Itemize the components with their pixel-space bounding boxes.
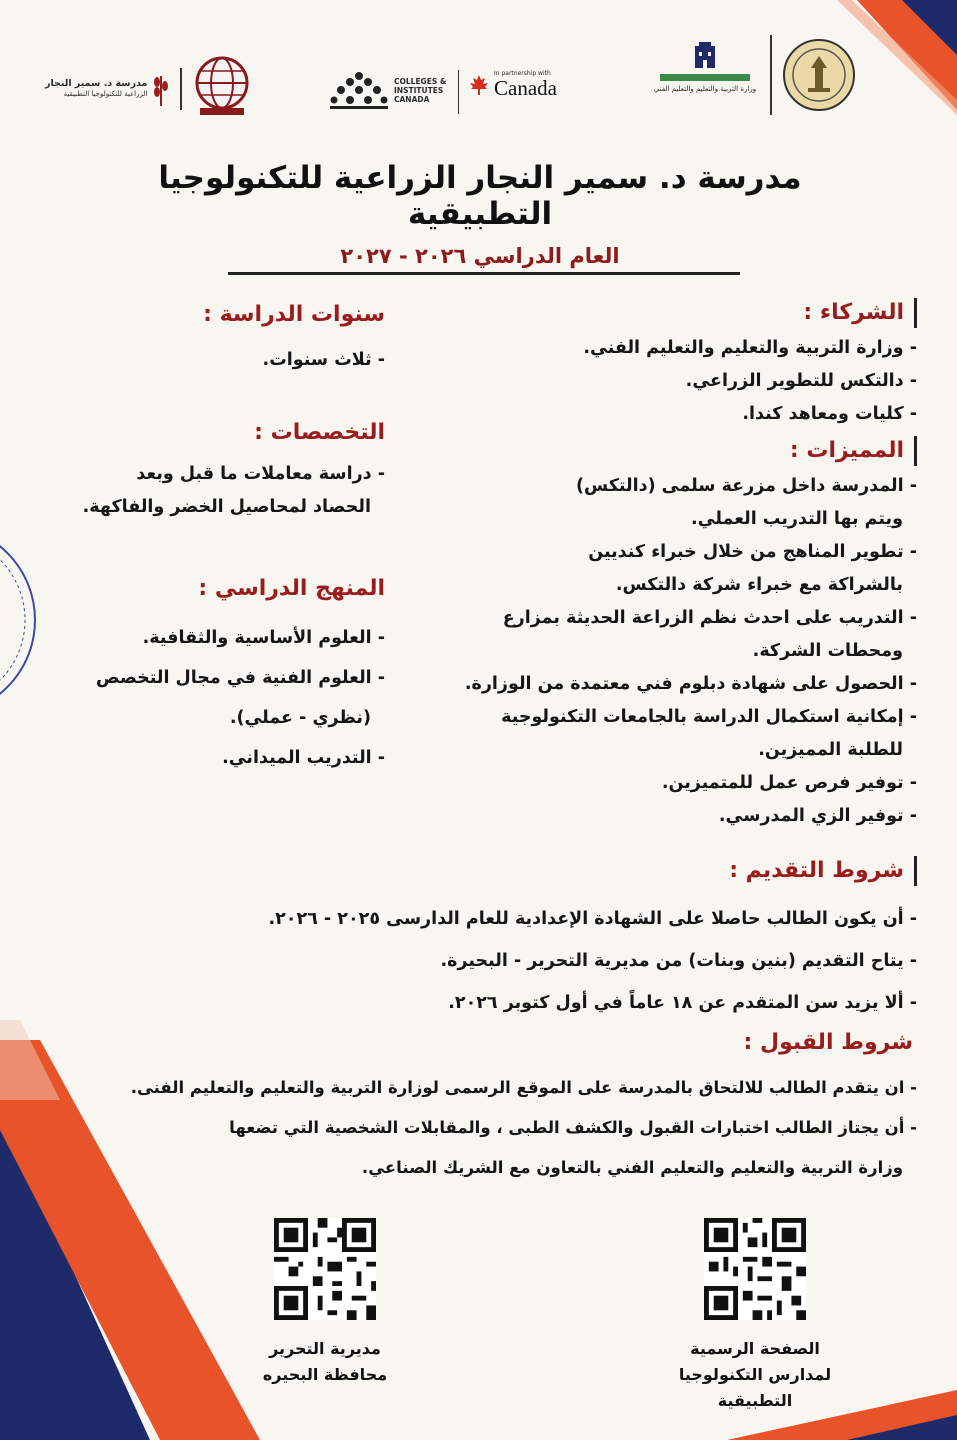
list-item: - وزارة التربية والتعليم والتعليم الفني. <box>487 332 917 365</box>
features-title: المميزات : <box>417 436 917 466</box>
list-item: - ألا يزيد سن المتقدم عن ١٨ عاماً في أول كتوبر ٢٠٢٦. <box>197 982 917 1024</box>
colleges-institutes-canada-logo <box>330 70 454 110</box>
list-item-continuation: ومحطات الشركة. <box>752 641 903 661</box>
list-item: - إمكانية استكمال الدراسة بالجامعات التكنولوجية <box>417 701 917 734</box>
applied-technology-logo <box>645 40 765 94</box>
partners-list <box>487 332 917 431</box>
qr-code-icon[interactable] <box>704 1216 806 1322</box>
page-heading <box>100 160 860 268</box>
list-item-continuation: بالشراكة مع خبراء شركة دالتكس. <box>615 575 903 595</box>
list-item: - العلوم الفنية في مجال التخصص <box>55 658 385 698</box>
official-page-qr-block <box>640 1216 870 1414</box>
specializations-list <box>55 458 385 524</box>
logo-divider <box>458 70 459 114</box>
list-item: - الحصول على شهادة دبلوم فني معتمدة من الوزارة. <box>417 668 917 701</box>
school-logo <box>45 72 171 106</box>
study-years-title: سنوات الدراسة : <box>203 302 385 327</box>
partners-title: الشركاء : <box>487 298 917 328</box>
list-item: - دراسة معاملات ما قبل وبعد <box>55 458 385 491</box>
globe-logo <box>195 56 249 116</box>
list-item: - ان يتقدم الطالب للالتحاق بالمدرسة على الموقع الرسمى لوزارة التربية والتعليم والتعليم الفنى. <box>87 1068 917 1108</box>
colleges-emblem-icon <box>330 70 388 110</box>
globe-icon <box>195 56 249 116</box>
canada-logo <box>468 70 557 99</box>
list-item: - ثلاث سنوات. <box>55 344 385 377</box>
list-item: - توفير الزي المدرسي. <box>417 800 917 833</box>
building-icon <box>692 40 718 70</box>
list-item-continuation: للطلبة المميزين. <box>758 740 903 760</box>
curriculum-section <box>55 574 385 778</box>
specializations-section <box>55 418 385 524</box>
ministry-seal-icon <box>782 38 856 112</box>
specializations-title: التخصصات : <box>254 420 385 445</box>
tahrir-directorate-caption-2: محافظة البحيره <box>262 1365 388 1384</box>
acceptance-conditions-section <box>87 1028 917 1188</box>
features-list <box>417 470 917 833</box>
title-underline <box>228 272 740 275</box>
maple-leaf-icon <box>468 74 490 96</box>
tahrir-directorate-qr-block <box>240 1216 410 1388</box>
left-side-seal-decoration <box>0 500 40 740</box>
tahrir-directorate-caption-1: مديرية التحرير <box>269 1339 381 1358</box>
official-page-caption-1: الصفحة الرسمية <box>690 1339 820 1358</box>
application-conditions-section <box>197 856 917 1024</box>
list-item-continuation: الحصاد لمحاصيل الخضر والفاكهة. <box>82 497 371 517</box>
qr-code-icon[interactable] <box>274 1216 376 1322</box>
curriculum-title: المنهج الدراسي : <box>198 576 385 601</box>
list-item: - كليات ومعاهد كندا. <box>487 398 917 431</box>
logo-divider <box>180 68 182 110</box>
list-item: - التدريب على احدث نظم الزراعة الحديثة بمزارع <box>417 602 917 635</box>
list-item: - تطوير المناهج من خلال خبراء كنديين <box>417 536 917 569</box>
list-item: - العلوم الأساسية والثقافية. <box>55 618 385 658</box>
page-title: مدرسة د. سمير النجار الزراعية للتكنولوجيا التطبيقية <box>158 160 802 232</box>
colleges-institutes-text: COLLEGES & INSTITUTES CANADA <box>394 76 447 104</box>
list-item: - أن يجتاز الطالب اختبارات القبول والكشف الطبى ، والمقابلات الشخصية التي تضعها <box>87 1108 917 1148</box>
study-years-list <box>55 344 385 377</box>
logo-row <box>40 30 920 130</box>
list-item-continuation: (نظري - عملي). <box>229 708 371 728</box>
list-item-continuation: ويتم بها التدريب العملي. <box>691 509 903 529</box>
application-conditions-list <box>197 898 917 1024</box>
list-item: - دالتكس للتطوير الزراعي. <box>487 365 917 398</box>
logo-divider <box>770 35 772 115</box>
list-item-continuation: وزارة التربية والتعليم والتعليم الفني بالتعاون مع الشريك الصناعي. <box>361 1158 903 1177</box>
partners-section <box>487 298 917 431</box>
acceptance-conditions-title: شروط القبول : <box>743 1030 913 1055</box>
list-item: - المدرسة داخل مزرعة سلمى (دالتكس) <box>417 470 917 503</box>
list-item: - توفير فرص عمل للمتميزين. <box>417 767 917 800</box>
features-section <box>417 436 917 833</box>
list-item: - أن يكون الطالب حاصلا على الشهادة الإعدادية للعام الدارسى ٢٠٢٥ - ٢٠٢٦. <box>197 898 917 940</box>
ministry-seal-logo <box>782 38 856 112</box>
list-item: - التدريب الميداني. <box>55 738 385 778</box>
study-years-section <box>55 300 385 377</box>
school-logo-subtitle: الزراعية للتكنولوجيا التطبيقية <box>63 90 148 98</box>
curriculum-list <box>55 618 385 778</box>
application-conditions-title: شروط التقديم : <box>197 856 917 886</box>
academic-year: العام الدراسي ٢٠٢٦ - ٢٠٢٧ <box>340 244 620 268</box>
wheat-icon <box>151 72 171 106</box>
canada-partnership-text: In partnership with <box>494 70 551 77</box>
acceptance-conditions-list <box>87 1068 917 1188</box>
applied-tech-caption: وزارة التربية والتعليم والتعليم الفني <box>653 85 757 93</box>
list-item: - يتاح التقديم (بنين وبنات) من مديرية التحرير - البحيرة. <box>197 940 917 982</box>
school-logo-name: مدرسة د. سمير النجار <box>45 78 148 89</box>
canada-wordmark: Canada <box>494 76 557 100</box>
official-page-caption-2: لمدارس التكنولوجيا التطبيقية <box>678 1365 832 1410</box>
